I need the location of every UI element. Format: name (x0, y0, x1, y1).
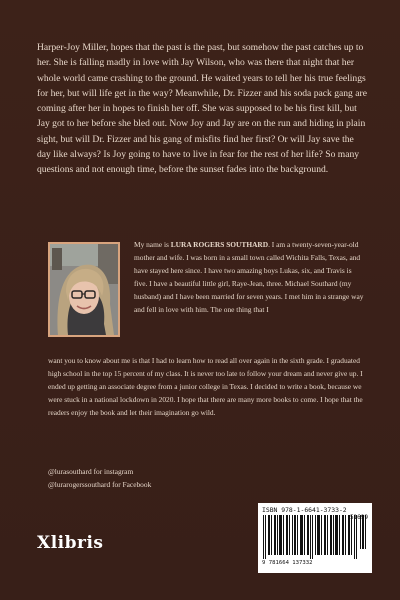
price-code: 51699 (349, 514, 368, 521)
author-name: LURA ROGERS SOUTHARD (170, 240, 269, 249)
author-bio (134, 239, 366, 316)
book-blurb: Harper-Joy Miller, hopes that the past is the past, but somehow the past catches up to her. She is falling madly in love with Jay Wilson, who was there that night that her whole world came crashing to the ground. He waited years to tell her his true feelings for her, but will life get in the way? Meanwhile, Dr. Fizzer and his soda pack gang are coming after her in hopes to finish her off. She was supposed to be his first kill, but Jay got to her before she bled out. Now Joy and Jay are on the run and hiding in plain sight, but will Dr. Fizzer and his gang of misfits find her first? Or will Jay save the day like always? Is Joy going to have to live in fear for the rest of her life? So many questions and not enough time, before the sunset fades into the background. (37, 42, 367, 176)
author-bio-continued: want you to know about me is that I had to learn how to read all over again in the sixth grade. I graduated high school in the top 15 percent of my class. It is never too late to follow your dream and never give up. I ended up getting an associate degree from a junior college in Texas. I decided to write a book, because we were stuck in a national lockdown in 2020. I hope that there are many more books to come. I hope that the readers enjoy the book and let their imagination go wild. (48, 356, 363, 417)
social-links (48, 465, 151, 491)
isbn-label: ISBN 978-1-6641-3733-2 (262, 506, 347, 514)
barcode-digits: 9 781664 137332 (262, 560, 313, 566)
author-photo (48, 242, 120, 337)
isbn-barcode (258, 503, 372, 573)
bio-text-1: . I am a twenty-seven-year-old mother and wife. I was born in a small town called Wichita Falls, Texas, and have stayed here since. I have two amazing boys Lukas, six, and Travis is five. I have a beautiful little girl, Raye-Jean, three. Michael Southard (my husband) and I have been married for seven years. I met him in a strange way and fell in love with him. The one thing that I (134, 240, 364, 314)
barcode-bars (262, 515, 368, 559)
facebook-handle: @lurarogerssouthard for Facebook (48, 480, 152, 489)
author-portrait-image (50, 244, 118, 335)
barcode-icon (262, 515, 368, 559)
publisher-logo: Xlibris (37, 533, 104, 553)
instagram-handle: @lurasouthard for instagram (48, 467, 134, 476)
bio-intro: My name is (134, 240, 171, 249)
